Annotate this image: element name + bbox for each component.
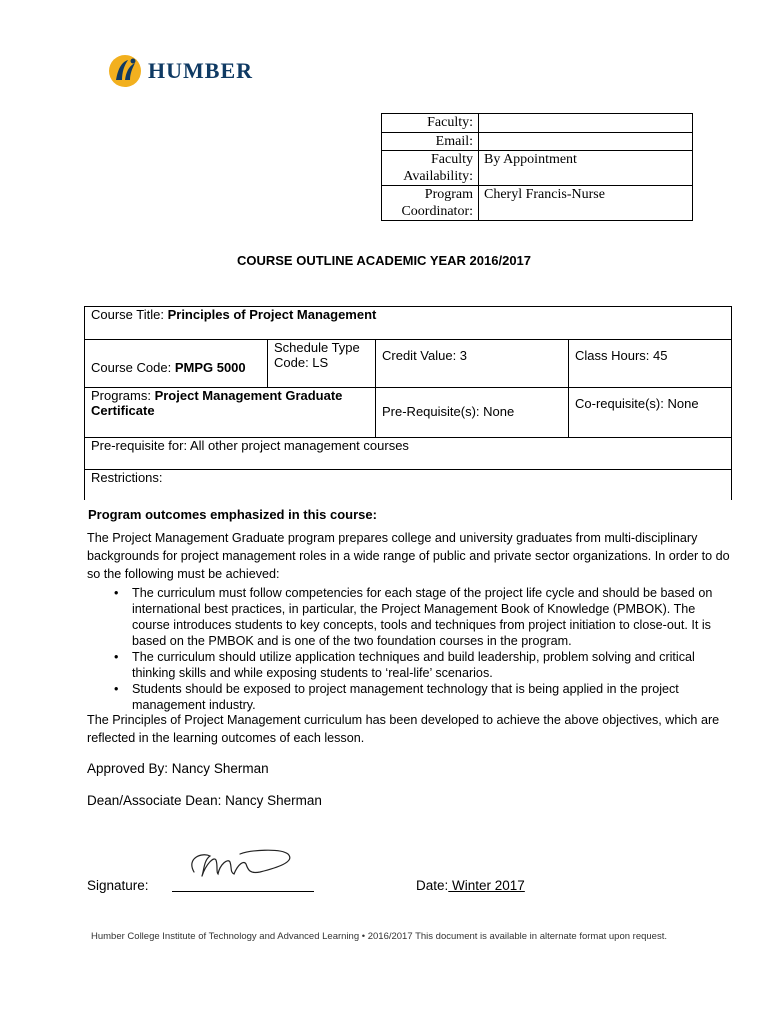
course-title-value: Principles of Project Management (167, 307, 377, 322)
signature-line (172, 891, 314, 892)
outcomes-intro: The Project Management Graduate program prepares college and university graduates from multi-disciplinary backgrounds for project management roles in a wide range of public and private sector organizations. In order to do so the following must be achieved: (87, 531, 730, 581)
programs-label: Programs: (91, 388, 155, 403)
date-label: Date: (416, 878, 449, 893)
list-item: • The curriculum must follow competencies for each stage of the project life cycle and should be based on international best practices, in particular, the Project Management Book of Knowledge (PMBOK). The course introduces students to key concepts, tools and techniques from project initiation to close-out. It is based on the PMBOK and is one of the two foundation courses in the program. (114, 585, 734, 649)
restrictions-cell: Restrictions: (85, 470, 732, 500)
course-title-cell (85, 307, 732, 340)
course-title-label: Course Title: (91, 307, 168, 322)
dean: Dean/Associate Dean: Nancy Sherman (87, 793, 322, 808)
program-coordinator-label: Program Coordinator: (382, 186, 479, 221)
footer-note: Humber College Institute of Technology and Advanced Learning • 2016/2017 This document is available in alternate format upon request. (91, 931, 667, 942)
outcomes-heading: Program outcomes emphasized in this course: (88, 507, 377, 522)
faculty-availability-label: Faculty Availability: (382, 151, 479, 186)
course-info-table (84, 306, 732, 500)
approved-by: Approved By: Nancy Sherman (87, 761, 269, 776)
prerequisite-for-cell: Pre-requisite for: All other project management courses (85, 438, 732, 470)
outcomes-closing: The Principles of Project Management curriculum has been developed to achieve the above objectives, which are reflected in the learning outcomes of each lesson. (87, 713, 720, 745)
faculty-label: Faculty: (382, 114, 479, 133)
faculty-value (479, 114, 693, 133)
faculty-availability-value: By Appointment (479, 151, 693, 186)
credit-value-cell: Credit Value: 3 (376, 340, 569, 388)
page-title: COURSE OUTLINE ACADEMIC YEAR 2016/2017 (236, 253, 532, 268)
signature-label: Signature: (87, 878, 149, 893)
date-value: Winter 2017 (448, 878, 525, 893)
prerequisites-cell: Pre-Requisite(s): None (376, 388, 569, 438)
humber-logo (108, 54, 253, 88)
class-hours-cell: Class Hours: 45 (569, 340, 732, 388)
course-code-label: Course Code: (91, 360, 175, 375)
humber-emblem-icon (108, 54, 142, 88)
course-code-value: PMPG 5000 (174, 360, 246, 375)
schedule-type-cell: Schedule Type Code: LS (268, 340, 376, 388)
corequisites-cell: Co-requisite(s): None (569, 388, 732, 438)
logo-text: HUMBER (148, 58, 253, 83)
programs-cell (85, 388, 376, 438)
email-value (479, 133, 693, 151)
signature-image (180, 846, 300, 882)
list-item: • The curriculum should utilize application techniques and build leadership, problem solving and critical thinking skills and while exposing students to ‘real-life’ scenarios. (114, 649, 734, 681)
outcomes-list (114, 585, 734, 713)
list-item: • Students should be exposed to project management technology that is being applied in the project management industry. (114, 681, 734, 713)
date-field (416, 878, 525, 893)
programs-value: Project Management Graduate Certificate (91, 388, 343, 418)
faculty-info-table (381, 113, 693, 221)
program-coordinator-value: Cheryl Francis-Nurse (479, 186, 693, 221)
course-code-cell (85, 340, 268, 388)
email-label: Email: (382, 133, 479, 151)
